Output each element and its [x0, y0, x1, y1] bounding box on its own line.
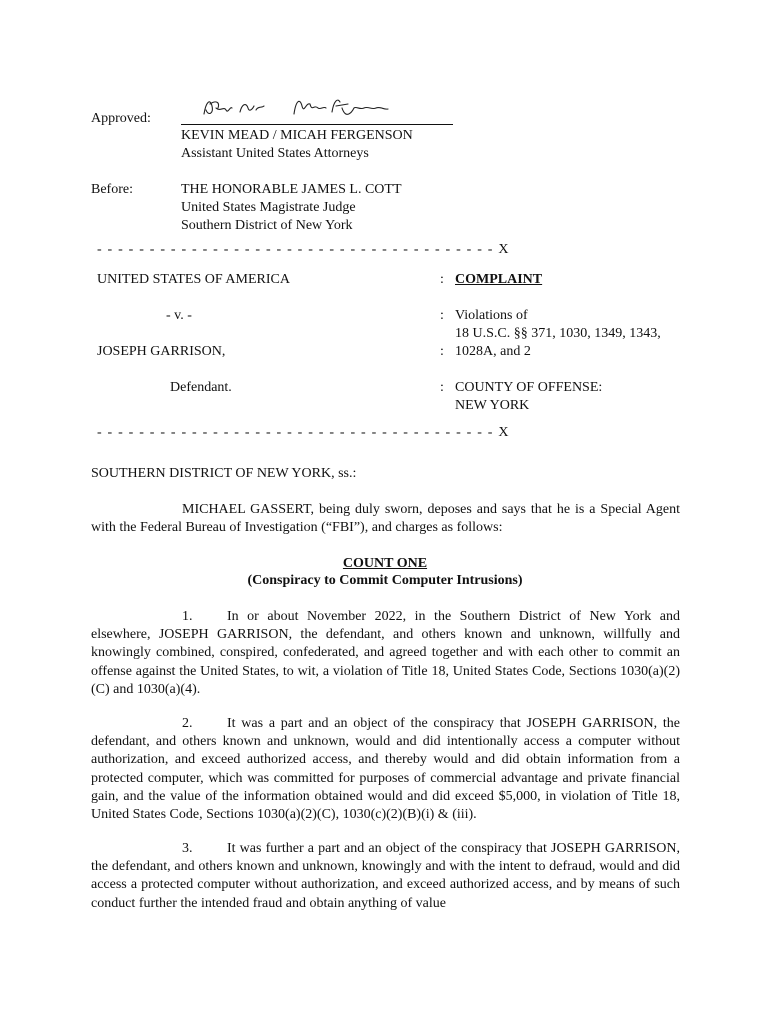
count-subtitle: (Conspiracy to Commit Computer Intrusions)	[247, 573, 523, 588]
caption-separator-top: - - - - - - - - - - - - - - - - - - - - - - - - - - - - - - - - - - - - - - X	[97, 242, 510, 257]
paragraph-number: 2.	[182, 716, 193, 731]
caption-colon: :	[440, 380, 444, 395]
county-line-1: COUNTY OF OFFENSE:	[455, 380, 603, 395]
document-type: COMPLAINT	[455, 272, 543, 287]
caption-colon: :	[440, 344, 444, 359]
intro-paragraph	[91, 501, 680, 537]
county-line-2: NEW YORK	[455, 398, 530, 413]
attorney-title: Assistant United States Attorneys	[181, 146, 369, 161]
signature-mead	[204, 102, 264, 114]
attorney-names: KEVIN MEAD / MICAH FERGENSON	[181, 128, 413, 143]
violations-line-3: 1028A, and 2	[455, 344, 531, 359]
signature-fergenson	[294, 100, 388, 114]
paragraph-number: 3.	[182, 841, 193, 856]
paragraph-text: It was further a part and an object of the conspiracy that JOSEPH GARRISON, the defendant, and others known and unknown, knowingly and with the intent to defraud, would and did access a protected computer without authorization, and exceed authorized access, and by means of such conduct further the intended fraud and obtain anything of value	[91, 841, 680, 911]
before-label: Before:	[91, 182, 133, 197]
judge-title: United States Magistrate Judge	[181, 200, 356, 215]
approved-label: Approved:	[91, 111, 151, 126]
judge-name: THE HONORABLE JAMES L. COTT	[181, 182, 402, 197]
violations-line-2: 18 U.S.C. §§ 371, 1030, 1349, 1343,	[455, 326, 661, 341]
plaintiff: UNITED STATES OF AMERICA	[97, 272, 290, 287]
count-title: COUNT ONE	[342, 556, 428, 571]
paragraph-3	[91, 840, 680, 913]
paragraph-text: In or about November 2022, in the Southern District of New York and elsewhere, JOSEPH GARRISON, the defendant, and others known and unknown, willfully and knowingly combined, conspired, confederated, and agreed together and with each other to commit an offense against the United States, to wit, a violation of Title 18, United States Code, Sections 1030(a)(2)(C) and 1030(a)(4).	[91, 609, 680, 697]
caption-colon: :	[440, 272, 444, 287]
caption-separator-bottom: - - - - - - - - - - - - - - - - - - - - - - - - - - - - - - - - - - - - - - X	[97, 425, 510, 440]
paragraph-text: It was a part and an object of the conspiracy that JOSEPH GARRISON, the defendant, and others known and unknown, would and did intentionally access a computer without authorization, and exceed authorized access, and thereby would and did obtain information from a protected computer, which was committed for purposes of commercial advantage and private financial gain, and the value of the information obtained would and did exceed $5,000, in violation of Title 18, United States Code, Sections 1030(a)(2)(C), 1030(c)(2)(B)(i) & (iii).	[91, 716, 680, 823]
defendant-role: Defendant.	[170, 380, 232, 395]
venue: SOUTHERN DISTRICT OF NEW YORK, ss.:	[91, 466, 357, 481]
violations-line-1: Violations of	[455, 308, 528, 323]
paragraph-number: 1.	[182, 609, 193, 624]
signature-line	[181, 124, 453, 125]
paragraph-2	[91, 715, 680, 824]
caption-colon: :	[440, 308, 444, 323]
judge-district: Southern District of New York	[181, 218, 353, 233]
signature-image	[196, 92, 396, 126]
versus: - v. -	[166, 308, 192, 323]
paragraph-1	[91, 608, 680, 699]
intro-text: MICHAEL GASSERT, being duly sworn, deposes and says that he is a Special Agent with the Federal Bureau of Investigation (“FBI”), and charges as follows:	[91, 502, 680, 536]
defendant-name: JOSEPH GARRISON,	[97, 344, 226, 359]
